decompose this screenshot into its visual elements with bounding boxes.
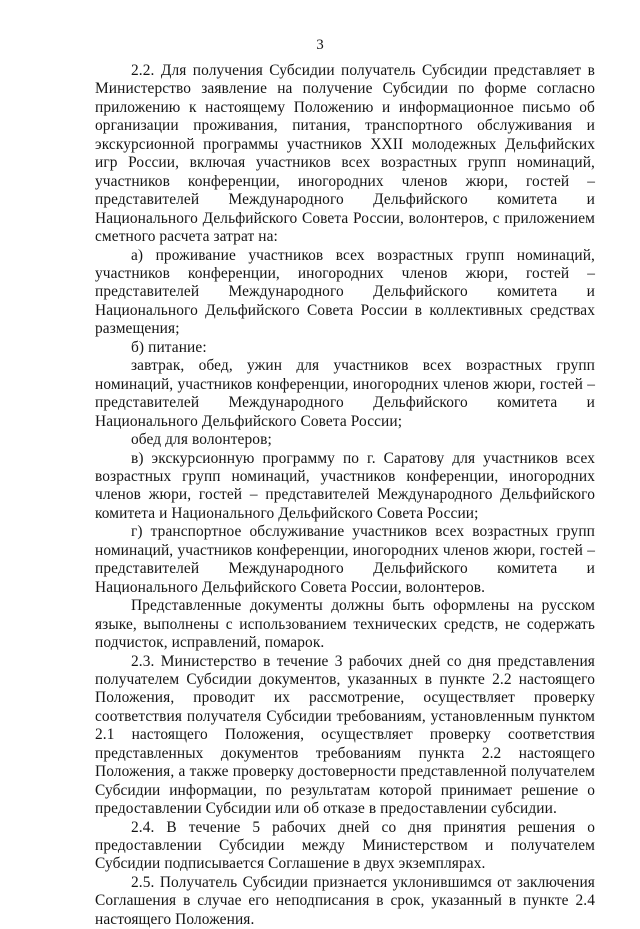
paragraph-meals-participants: завтрак, обед, ужин для участников всех возрастных групп номинаций, участников конференции, иногородних членов жюри, гостей – представителей Международного Дельфийского комитета и Национального Дельфийского Совета России; <box>95 357 595 430</box>
page-number: 3 <box>316 37 324 53</box>
paragraph-2-3: 2.3. Министерство в течение 3 рабочих дней со дня представления получателем Субсидии документов, указанных в пункте 2.2 настоящего Положения, проводит их рассмотрение, осуществляет проверку соответствия получателя Субсидии требованиям, установленным пунктом 2.1 настоящего Положения, осуществляет проверку соответствия представленных документов требованиям пункта 2.2 настоящего Положения, а также проверку достоверности представленной получателем Субсидии информации, по результатам которой принимает решение о предоставлении Субсидии или об отказе в предоставлении субсидии. <box>95 652 595 818</box>
paragraph-document-requirements: Представленные документы должны быть оформлены на русском языке, выполнены с использованием технических средств, не содержать подчисток, исправлений, помарок. <box>95 597 595 652</box>
document-body <box>95 62 595 929</box>
paragraph-item-g: г) транспортное обслуживание участников всех возрастных групп номинаций, участников конференции, иногородних членов жюри, гостей – представителей Международного Дельфийского комитета и Национального Дельфийского Совета России, волонтеров. <box>95 523 595 596</box>
paragraph-meals-volunteers: обед для волонтеров; <box>131 431 272 449</box>
paragraph-2-4: 2.4. В течение 5 рабочих дней со дня принятия решения о предоставлении Субсидии между Министерством и получателем Субсидии подписывается Соглашение в двух экземплярах. <box>95 818 595 873</box>
paragraph-item-a: а) проживание участников всех возрастных групп номинаций, участников конференции, иногородних членов жюри, гостей – представителей Международного Дельфийского комитета и Национального Дельфийского Совета России в коллективных средствах размещения; <box>95 246 595 338</box>
paragraph-2-2: 2.2. Для получения Субсидии получатель Субсидии представляет в Министерство заявление на получение Субсидии по форме согласно приложению к настоящему Положению и информационное письмо об организации проживания, питания, транспортного обслуживания и экскурсионной программы участников XXII молодежных Дельфийских игр России, включая участников всех возрастных групп номинаций, участников конференции, иногородних членов жюри, гостей – представителей Международного Дельфийского комитета и Национального Дельфийского Совета России, волонтеров, с приложением сметного расчета затрат на: <box>95 62 595 246</box>
paragraph-item-v: в) экскурсионную программу по г. Саратову для участников всех возрастных групп номинаций, участников конференции, иногородних членов жюри, гостей – представителей Международного Дельфийского комитета и Национального Дельфийского Совета России; <box>95 449 595 522</box>
paragraph-item-b: б) питание: <box>131 338 207 356</box>
paragraph-2-5: 2.5. Получатель Субсидии признается уклонившимся от заключения Соглашения в случае его неподписания в срок, указанный в пункте 2.4 настоящего Положения. <box>95 873 595 928</box>
